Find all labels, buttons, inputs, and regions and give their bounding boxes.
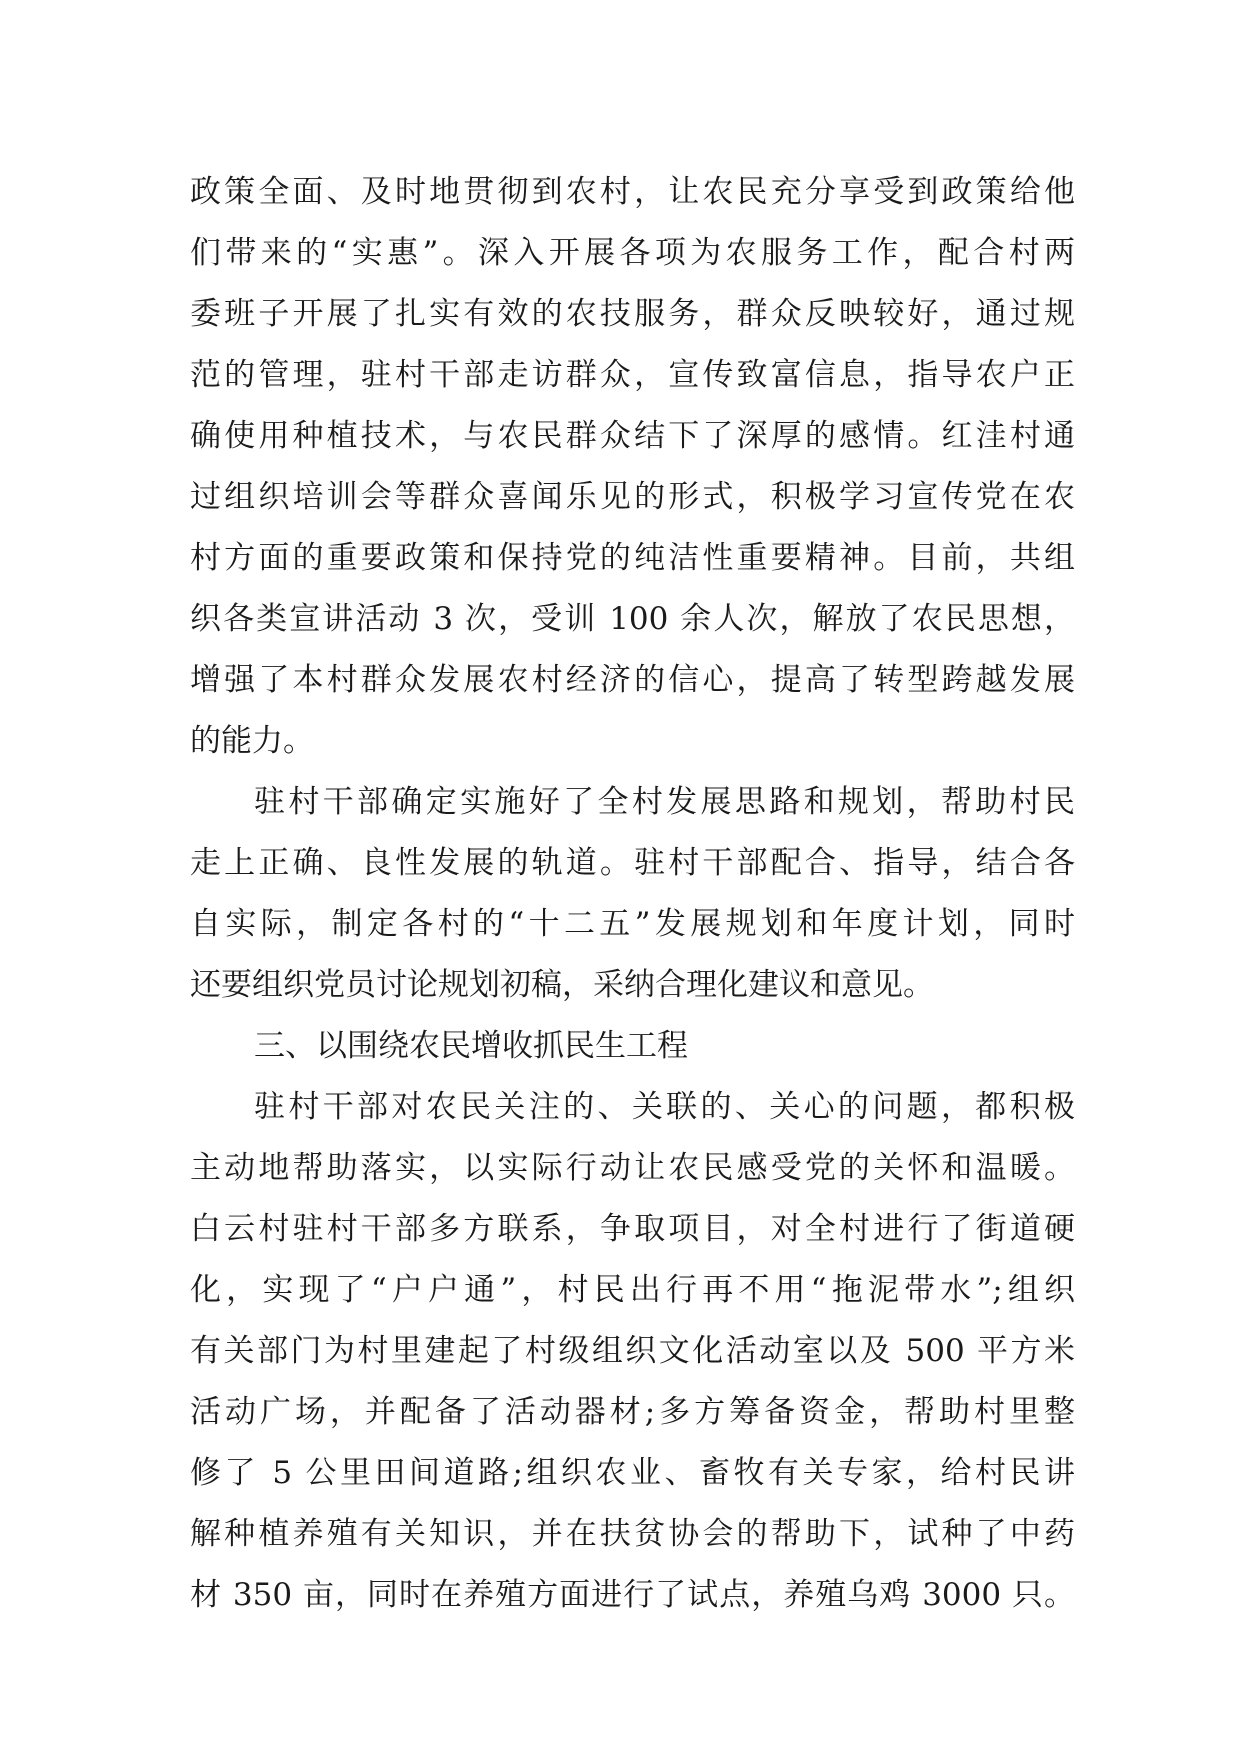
text-line: 的能力。 <box>190 723 314 759</box>
text-line: 白云村驻村干部多方联系，争取项目，对全村进行了街道硬 <box>190 1211 1075 1247</box>
text-line: 还要组织党员讨论规划初稿，采纳合理化建议和意见。 <box>190 967 934 1003</box>
text-line: 们带来的“实惠”。深入开展各项为农服务工作，配合村两 <box>190 235 1075 271</box>
text-line: 化，实现了“户户通”，村民出行再不用“拖泥带水”;组织 <box>190 1272 1075 1308</box>
text-line: 自实际，制定各村的“十二五”发展规划和年度计划，同时 <box>190 906 1075 942</box>
text-line: 范的管理，驻村干部走访群众，宣传致富信息，指导农户正 <box>190 357 1075 393</box>
text-line: 村方面的重要政策和保持党的纯洁性重要精神。目前，共组 <box>190 540 1075 576</box>
paragraph-first-line: 驻村干部对农民关注的、关联的、关心的问题，都积极 <box>254 1089 1075 1125</box>
text-line: 确使用种植技术，与农民群众结下了深厚的感情。红洼村通 <box>190 418 1075 454</box>
document-body <box>190 162 1075 1626</box>
text-line: 织各类宣讲活动 3 次，受训 100 余人次，解放了农民思想， <box>190 601 1075 637</box>
text-line: 走上正确、良性发展的轨道。驻村干部配合、指导，结合各 <box>190 845 1075 881</box>
text-line: 修了 5 公里田间道路;组织农业、畜牧有关专家，给村民讲 <box>190 1455 1075 1491</box>
text-line: 活动广场，并配备了活动器材;多方筹备资金，帮助村里整 <box>190 1394 1075 1430</box>
text-line: 有关部门为村里建起了村级组织文化活动室以及 500 平方米 <box>190 1333 1075 1369</box>
text-line: 过组织培训会等群众喜闻乐见的形式，积极学习宣传党在农 <box>190 479 1075 515</box>
text-line: 增强了本村群众发展农村经济的信心，提高了转型跨越发展 <box>190 662 1075 698</box>
paragraph-first-line: 驻村干部确定实施好了全村发展思路和规划，帮助村民 <box>254 784 1075 820</box>
section-heading: 三、以围绕农民增收抓民生工程 <box>254 1028 688 1064</box>
text-line: 政策全面、及时地贯彻到农村，让农民充分享受到政策给他 <box>190 174 1075 210</box>
text-line: 主动地帮助落实，以实际行动让农民感受党的关怀和温暖。 <box>190 1150 1075 1186</box>
text-line: 解种植养殖有关知识，并在扶贫协会的帮助下，试种了中药 <box>190 1516 1075 1552</box>
text-line: 委班子开展了扎实有效的农技服务，群众反映较好，通过规 <box>190 296 1075 332</box>
text-line: 材 350 亩，同时在养殖方面进行了试点，养殖乌鸡 3000 只。 <box>190 1577 1075 1613</box>
